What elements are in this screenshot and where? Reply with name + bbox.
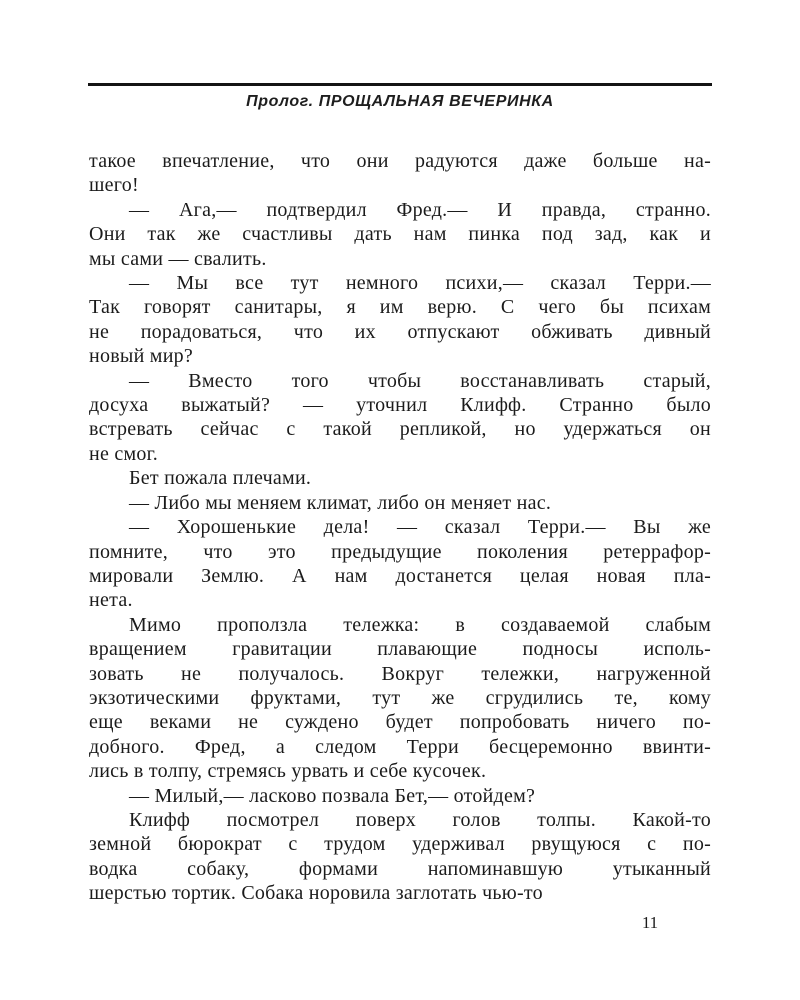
text-line: земной бюрократ с трудом удерживал рвущуюся с по- xyxy=(89,833,711,856)
text-block xyxy=(89,149,711,906)
text-line: помните, что это предыдущие поколения ретеррафор- xyxy=(89,540,711,563)
header-rule xyxy=(88,83,712,86)
paragraph xyxy=(89,149,711,198)
text-line: досуха выжатый? — уточнил Клифф. Странно было xyxy=(89,394,711,417)
text-line: шерстью тортик. Собака норовила заглотать чью-то xyxy=(89,882,543,905)
paragraph xyxy=(89,198,711,271)
text-line: лись в толпу, стремясь урвать и себе кусочек. xyxy=(89,760,487,783)
text-line: Мимо проползла тележка: в создаваемой слабым xyxy=(129,613,711,636)
paragraph xyxy=(89,466,711,490)
text-line: нета. xyxy=(89,589,133,612)
text-line: Так говорят санитары, я им верю. С чего бы психам xyxy=(89,296,711,319)
text-line: Бет пожала плечами. xyxy=(129,467,312,490)
text-line: Клифф посмотрел поверх голов толпы. Какой-то xyxy=(129,808,711,831)
paragraph xyxy=(89,515,711,613)
text-line: водка собаку, формами напоминавшую утыканный xyxy=(89,857,711,880)
text-line: Они так же счастливы дать нам пинка под зад, как и xyxy=(89,223,711,246)
text-line: мы сами — свалить. xyxy=(89,247,267,270)
text-line: — Ага,— подтвердил Фред.— И правда, странно. xyxy=(129,198,711,221)
text-line: мировали Землю. А нам достанется целая новая пла- xyxy=(89,564,711,587)
text-line: — Мы все тут немного психи,— сказал Терри.— xyxy=(129,272,711,295)
text-line: встревать сейчас с такой репликой, но удержаться он xyxy=(89,418,711,441)
paragraph xyxy=(89,808,711,906)
text-line: зовать не получалось. Вокруг тележки, нагруженной xyxy=(89,662,711,685)
text-line: еще веками не суждено будет попробовать ничего по- xyxy=(89,711,711,734)
text-line: не смог. xyxy=(89,442,159,465)
text-line: новый мир? xyxy=(89,345,194,368)
text-line: — Вместо того чтобы восстанавливать старый, xyxy=(129,369,711,392)
paragraph xyxy=(89,613,711,784)
paragraph xyxy=(89,271,711,369)
page-header xyxy=(88,83,712,111)
page-number: 11 xyxy=(641,913,659,932)
text-line: — Хорошенькие дела! — сказал Терри.— Вы же xyxy=(129,516,711,539)
text-line: экзотическими фруктами, тут же сгрудились те, кому xyxy=(89,686,711,709)
text-line: вращением гравитации плавающие подносы исполь- xyxy=(89,638,711,661)
text-line: — Милый,— ласково позвала Бет,— отойдем? xyxy=(129,784,536,807)
paragraph xyxy=(89,784,711,808)
text-line: такое впечатление, что они радуются даже больше на- xyxy=(89,150,711,172)
text-line: шего! xyxy=(89,174,139,197)
text-line: не порадоваться, что их отпускают обживать дивный xyxy=(89,320,711,343)
paragraph xyxy=(89,369,711,467)
text-line: — Либо мы меняем климат, либо он меняет нас. xyxy=(129,491,552,514)
text-line: добного. Фред, а следом Терри бесцеремонно ввинти- xyxy=(89,735,711,758)
chapter-header: Пролог. ПРОЩАЛЬНАЯ ВЕЧЕРИНКА xyxy=(246,93,554,110)
paragraph xyxy=(89,491,711,515)
